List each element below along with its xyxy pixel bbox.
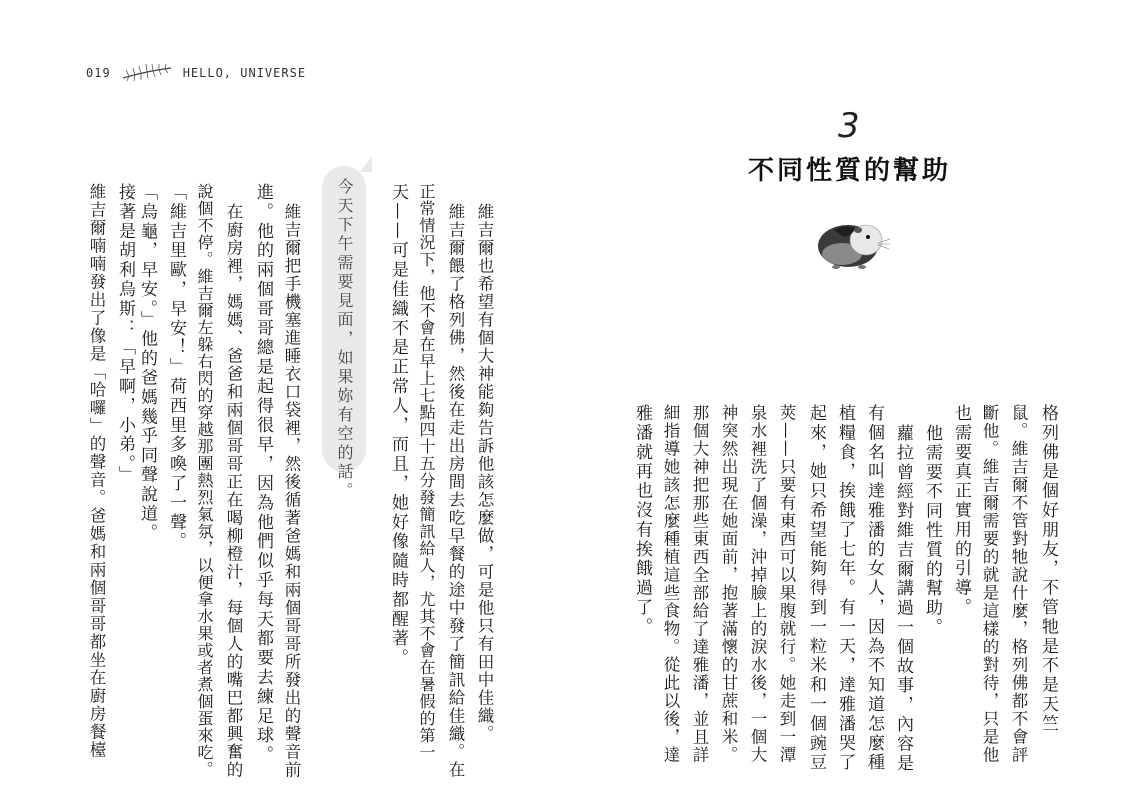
- right-text-line: 斷他。維吉爾需要的就是這樣的對待，只是他: [980, 404, 999, 764]
- right-text-line: 莢——只要有東西可以果腹就行。她走到一潭: [777, 404, 796, 764]
- right-text-line: 泉水裡洗了個澡，沖掉臉上的淚水後，一個大: [748, 404, 767, 764]
- chapter-title: 不同性質的幫助: [748, 156, 952, 186]
- left-text-line: 說個不停。維吉爾左躲右閃的穿越那團熱烈氣氛，以便拿水果或者煮個蛋來吃。: [195, 183, 214, 778]
- right-text-line: 蘿拉曾經對維吉爾講過一個故事，內容是: [893, 424, 913, 774]
- chapter-number: 3: [838, 106, 860, 146]
- left-text-line: 維吉爾也希望有個大神能夠告訴他該怎麼做，可是他只有田中佳織。: [475, 203, 494, 743]
- right-text-line: 那個大神把那些東西全部給了達雅潘，並且詳: [690, 404, 709, 764]
- right-text-line: 雅潘就再也沒有挨餓過了。: [632, 404, 652, 637]
- right-text-line: 格列佛是個好朋友，不管牠是不是天竺: [1038, 404, 1058, 734]
- right-text-line: 他需要不同性質的幫助。: [922, 424, 942, 638]
- right-text-line: 有個名叫達雅潘的女人，因為不知道怎麼種: [864, 404, 884, 773]
- left-text-line: 「烏龜，早安。」他的爸媽幾乎同聲說道。: [137, 183, 157, 544]
- right-text-line: 鼠。維吉爾不管對牠說什麼，格列佛都不會評: [1009, 404, 1028, 764]
- left-text-line: 維吉爾餵了格列佛，然後在走出房間去吃早餐的途中發了簡訊給佳織。在: [446, 203, 465, 779]
- right-text-line: 植糧食，挨餓了七年。有一天，達雅潘哭了: [835, 404, 855, 773]
- page-number: 019: [86, 66, 111, 80]
- pine-branch-icon: [121, 62, 173, 84]
- right-text-line: 細指導她該怎麼種植這些食物。從此以後，達: [661, 404, 680, 764]
- left-text-line: 在廚房裡，媽媽、爸爸和兩個哥哥正在喝柳橙汁，每個人的嘴巴都興奮的: [224, 203, 243, 779]
- left-text-line: 維吉爾把手機塞進睡衣口袋裡，然後循著爸媽和兩個哥哥所發出的聲音前: [282, 203, 301, 779]
- right-text-line: 神突然出現在她面前，抱著滿懷的甘蔗和米。: [719, 404, 738, 764]
- running-title: HELLO, UNIVERSE: [182, 66, 307, 80]
- left-text-line: 接著是胡利烏斯：「早啊，小弟。」: [115, 183, 135, 485]
- left-text-line: 天——可是佳織不是正常人，而且，她好像隨時都醒著。: [388, 183, 408, 668]
- right-text-line: 起來，她只希望能夠得到一粒米和一個豌豆: [806, 404, 826, 773]
- right-text-line: 也需要真正實用的引導。: [951, 404, 971, 618]
- speech-bubble-tail: [360, 156, 372, 172]
- left-text-line: 「維吉里歐，早安！」荷西里多喚了一聲。: [166, 183, 186, 552]
- speech-bubble-text: 今天下午需要見面，如果妳有空的話。: [335, 178, 354, 501]
- left-text-line: 維吉爾喃喃發出了像是「哈囉」的聲音。爸媽和兩個哥哥都坐在廚房餐檯: [87, 183, 106, 759]
- left-text-line: 進。他的兩個哥哥總是起得很早，因為他們似乎每天都要去練足球。: [253, 183, 273, 765]
- page-header: [86, 62, 306, 84]
- guinea-pig-icon: [814, 210, 894, 276]
- left-text-line: 正常情況下，他不會在早上七點四十五分發簡訊給人，尤其不會在暑假的第一: [417, 183, 436, 761]
